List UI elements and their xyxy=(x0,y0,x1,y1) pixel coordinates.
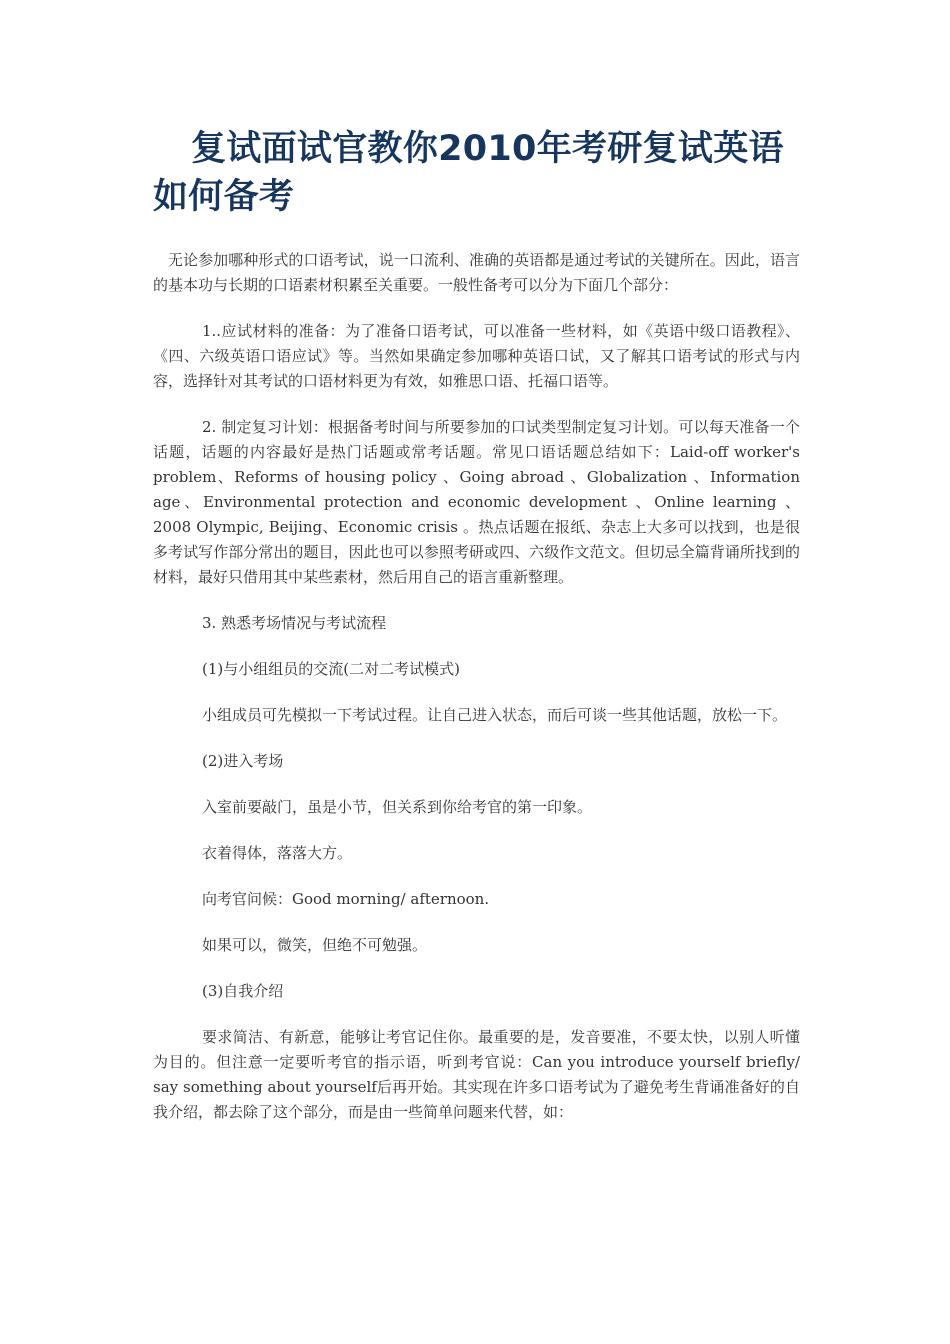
document-body xyxy=(153,125,800,1125)
paragraph-greeting: 向考官问候：Good morning/ afternoon. xyxy=(202,890,490,908)
paragraph-study-plan: 2. 制定复习计划：根据备考时间与所要参加的口试类型制定复习计划。可以每天准备一个话题，话题的内容最好是热门话题或常考话题。常见口语话题总结如下：Laid-off worker's problem、Reforms of housing policy 、Going abroad 、Globalization 、Information age、Environmental protection and economic development 、Online learning 、2008 Olympic, Beijing、Economic crisis 。热点话题在报纸、杂志上大多可以找到，也是很多考试写作部分常出的题目，因此也可以参照考研或四、六级作文范文。但切忌全篇背诵所找到的材料，最好只借用其中某些素材，然后用自己的语言重新整理。 xyxy=(153,418,800,586)
paragraph-knock-door: 入室前要敲门，虽是小节，但关系到你给考官的第一印象。 xyxy=(202,798,593,816)
subheading-group-exchange: (1)与小组组员的交流(二对二考试模式) xyxy=(202,660,460,678)
paragraph-group-practice: 小组成员可先模拟一下考试过程。让自己进入状态，而后可谈一些其他话题，放松一下。 xyxy=(202,706,788,724)
paragraph-materials: 1..应试材料的准备：为了准备口语考试，可以准备一些材料，如《英语中级口语教程》、《四、六级英语口语应试》等。当然如果确定参加哪种英语口试，又了解其口语考试的形式与内容，选择针对其考试的口语材料更为有效，如雅思口语、托福口语等。 xyxy=(153,322,800,390)
subheading-self-intro: (3)自我介绍 xyxy=(202,982,284,1000)
paragraph-self-intro: 要求简洁、有新意，能够让考官记住你。最重要的是，发音要准，不要太快，以别人听懂为目的。但注意一定要听考官的指示语，听到考官说：Can you introduce yourself briefly/ say something about yourself后再开始。其实现在许多口语考试为了避免考生背诵准备好的自我介绍，都去除了这个部分，而是由一些简单问题来代替，如： xyxy=(153,1028,800,1121)
document-title: 复试面试官教你2010年考研复试英语如何备考 xyxy=(153,129,784,217)
paragraph-smile: 如果可以，微笑，但绝不可勉强。 xyxy=(202,936,428,954)
paragraph-dress: 衣着得体，落落大方。 xyxy=(202,844,353,862)
subheading-enter-room: (2)进入考场 xyxy=(202,752,284,770)
heading-exam-process: 3. 熟悉考场情况与考试流程 xyxy=(202,614,387,632)
intro-paragraph: 无论参加哪种形式的口语考试，说一口流利、准确的英语都是通过考试的关键所在。因此，语言的基本功与长期的口语素材积累至关重要。一般性备考可以分为下面几个部分： xyxy=(153,251,800,294)
